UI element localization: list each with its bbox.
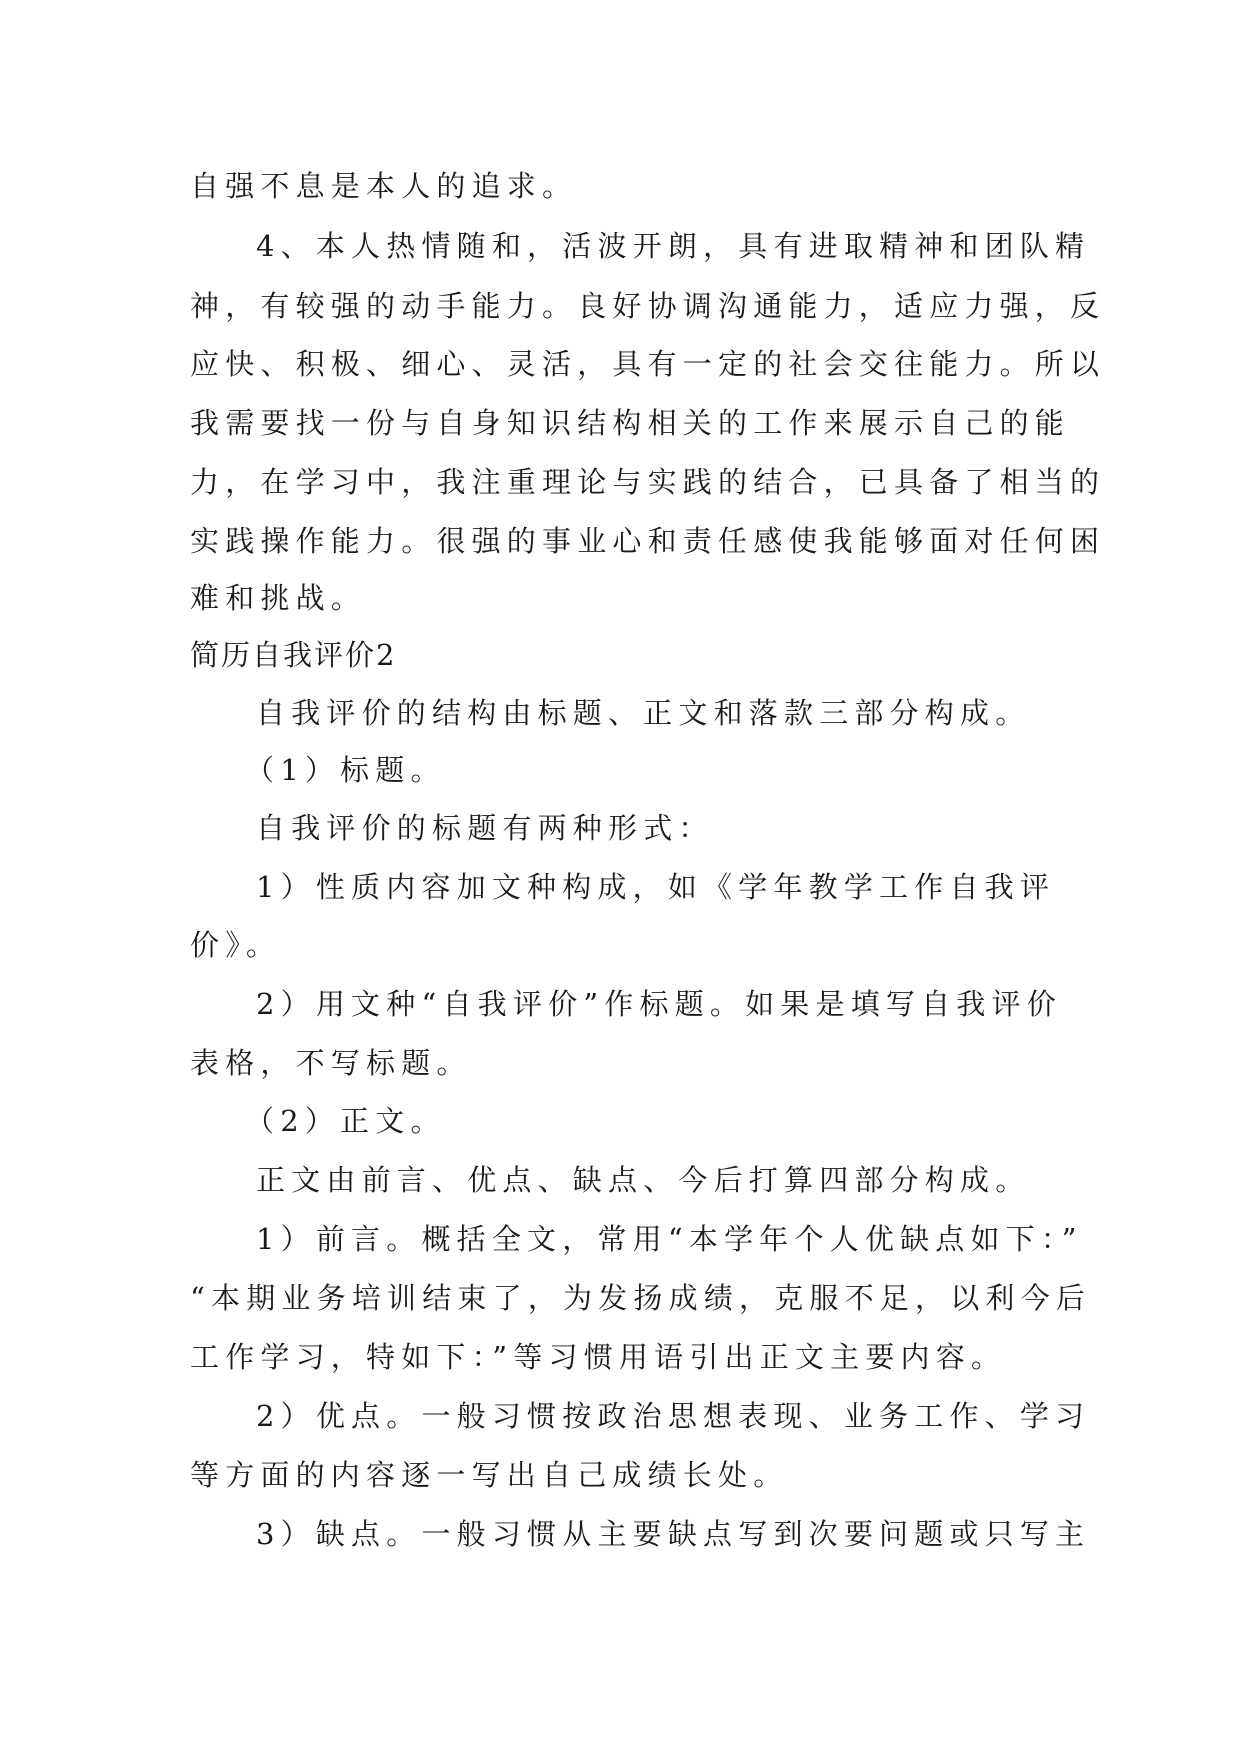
- text-line: （2）正文。: [245, 1104, 446, 1138]
- text-line: 我需要找一份与自身知识结构相关的工作来展示自己的能: [190, 406, 1071, 440]
- text-line: 1）性质内容加文种构成，如《学年教学工作自我评: [256, 870, 1056, 904]
- text-line: 4、本人热情随和，活波开朗，具有进取精神和团队精: [256, 229, 1091, 263]
- text-line: “本期业务培训结束了，为发扬成绩，克服不足，以利今后: [190, 1281, 1092, 1315]
- section-heading: 简历自我评价2: [190, 638, 397, 672]
- text-line: 正文由前言、优点、缺点、今后打算四部分构成。: [256, 1163, 1031, 1197]
- text-line: 自强不息是本人的追求。: [190, 169, 578, 203]
- text-line: 3）缺点。一般习惯从主要缺点写到次要问题或只写主: [256, 1517, 1091, 1551]
- text-line: 实践操作能力。很强的事业心和责任感使我能够面对任何困: [190, 524, 1106, 558]
- text-line: 1）前言。概括全文，常用“本学年个人优缺点如下：”: [256, 1222, 1083, 1256]
- text-line: 难和挑战。: [190, 581, 367, 615]
- text-line: 2）优点。一般习惯按政治思想表现、业务工作、学习: [256, 1399, 1091, 1433]
- text-line: 等方面的内容逐一写出自己成绩长处。: [190, 1458, 789, 1492]
- text-line: 表格，不写标题。: [190, 1046, 472, 1080]
- text-line: 自我评价的标题有两种形式：: [256, 811, 714, 845]
- text-line: 神，有较强的动手能力。良好协调沟通能力，适应力强，反: [190, 289, 1106, 323]
- text-line: 2）用文种“自我评价”作标题。如果是填写自我评价: [256, 987, 1062, 1021]
- text-line: 自我评价的结构由标题、正文和落款三部分构成。: [256, 696, 1031, 730]
- text-line: 工作学习，特如下：”等习惯用语引出正文主要内容。: [190, 1340, 1007, 1374]
- text-line: （1）标题。: [245, 753, 446, 787]
- text-line: 价》。: [190, 928, 282, 962]
- text-line: 力，在学习中，我注重理论与实践的结合，已具备了相当的: [190, 465, 1106, 499]
- text-line: 应快、积极、细心、灵活，具有一定的社会交往能力。所以: [190, 347, 1106, 381]
